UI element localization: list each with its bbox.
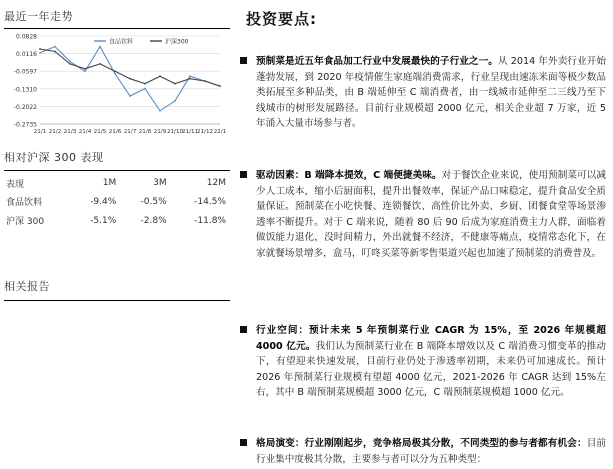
- chart-series: [39, 46, 221, 112]
- paragraph-lead: 驱动因素：B 端降本提效，C 端便捷美味。: [256, 170, 442, 181]
- x-tick-label: 21/8: [138, 129, 152, 135]
- divider: [4, 300, 230, 301]
- y-tick-label: 0.0828: [16, 33, 37, 41]
- x-tick-label: 21/11: [181, 129, 199, 135]
- data-point: [84, 68, 86, 70]
- row-label: 食品饮料: [6, 198, 43, 208]
- data-point: [174, 83, 176, 85]
- related-reports-title: 相关报告: [4, 280, 50, 293]
- trend-chart: [4, 32, 230, 138]
- x-tick-label: 21/4: [78, 129, 92, 135]
- data-point: [69, 60, 71, 62]
- left-sidebar: [0, 0, 232, 469]
- bullet-paragraph: [256, 168, 606, 262]
- table-cell: -9.4%: [90, 196, 117, 207]
- y-tick-label: -0.1310: [13, 86, 37, 94]
- table-cell: -2.8%: [140, 215, 167, 226]
- legend-label: 沪深300: [165, 38, 189, 46]
- bullet-paragraph: [256, 436, 606, 467]
- data-point: [99, 63, 101, 65]
- data-point: [54, 46, 56, 48]
- chart-legend: [94, 37, 189, 45]
- x-tick-label: 21/2: [48, 129, 62, 135]
- series-line: [40, 49, 220, 86]
- data-point: [84, 70, 86, 72]
- data-point: [114, 70, 116, 72]
- header-cell: 表现: [6, 179, 25, 190]
- header-cell: 3M: [153, 178, 167, 188]
- data-point: [159, 110, 161, 112]
- data-point: [189, 75, 191, 77]
- performance-table: [4, 174, 230, 230]
- paragraph-body: 我们认为预制菜行业在 B 端降本增效以及 C 端消费习惯变革的推动下，有望迎来快速发展，目前行业仍处于渗透率初期，未来仍可加速成长。预计 2026 年预制菜行业规模有望超 4000 亿元，2021-2026 年 CAGR 达到 15%左右，其中 B 端预制菜规模超 3000 亿元，C 端预制菜规模超 1000 亿元。: [256, 340, 606, 399]
- chart-grid: [40, 36, 220, 124]
- table-cell: -11.8%: [194, 215, 226, 226]
- x-tick-label: 21/5: [93, 129, 107, 135]
- data-point: [39, 48, 41, 50]
- y-tick-label: 0.0116: [16, 51, 37, 59]
- data-point: [39, 52, 41, 54]
- x-tick-label: 21/10: [166, 129, 184, 135]
- bullet-square-icon: [240, 171, 247, 178]
- paragraph-lead: 行业空间：预计未来 5 年预制菜行业 CAGR 为 15%，至 2026 年规模超 4000 亿元。: [256, 325, 606, 352]
- table-cell: -5.1%: [90, 215, 117, 226]
- data-point: [219, 85, 221, 87]
- relative-performance-title: 相对沪深 300 表现: [4, 151, 104, 164]
- legend-label: 食品饮料: [109, 38, 134, 46]
- row-label: 沪深 300: [6, 217, 45, 227]
- bullet-paragraph: [256, 54, 606, 132]
- main-content: [240, 0, 613, 469]
- table-cell: -0.5%: [140, 196, 167, 207]
- data-point: [129, 95, 131, 97]
- paragraph-lead: 格局演变：行业刚刚起步，竞争格局极其分散，不同类型的参与者都有机会：: [256, 438, 587, 449]
- bullet-square-icon: [240, 439, 247, 446]
- divider: [4, 170, 230, 171]
- data-point: [99, 46, 101, 48]
- bullet-square-icon: [240, 326, 247, 333]
- x-tick-label: 21/7: [123, 129, 137, 135]
- paragraph-body: 对于餐饮企业来说，使用预制菜可以减少人工成本，缩小后厨面积，提升出餐效率，保证产品口味稳定，提升食品安全质量保证。预制菜在小吃快餐、连锁餐饮、高性价比外卖、乡厨、团餐食堂等场景渗透率不断提升。对于 C 端来说，随着 80 后 90 后成为家庭消费主力人群，面临着做饭能力退化，没时间精力，外出就餐不经济，不健康等痛点，疫情常态化下，在家就餐场景增多，盒马，叮咚买菜等新零售渠道兴起也加速了预制菜的消费普及。: [256, 170, 606, 259]
- page-title: 投资要点:: [246, 10, 317, 28]
- y-tick-label: -0.2735: [13, 121, 37, 129]
- data-point: [159, 75, 161, 77]
- table-row: [4, 211, 230, 230]
- data-point: [69, 63, 71, 65]
- paragraph-body: 目前行业集中度极其分散，主要参与者可以分为五种类型：: [256, 438, 607, 465]
- x-tick-label: 22/1: [213, 129, 227, 135]
- trend-title: 最近一年走势: [4, 10, 73, 23]
- table-header-row: [4, 174, 230, 192]
- paragraph-body: 从 2014 年外卖行业开始蓬勃发展，到 2020 年疫情催生家庭端消费需求，行业呈现由速冻米面等极少数品类拓展至多种品类，由 B 端延伸至 C 端消费者，由一线城市延伸至二三线乃至下线城市的树形发展路径。目前行业规模超 2000 亿元，相关企业超 7 万家，近 5 年涌入大量市场参与者。: [256, 56, 606, 130]
- y-tick-label: -0.2022: [13, 103, 37, 111]
- paragraph-lead: 预制菜是近五年食品加工行业中发展最快的子行业之一。: [256, 56, 498, 67]
- y-tick-label: -0.0597: [13, 68, 37, 76]
- table-row: [4, 192, 230, 211]
- data-point: [174, 100, 176, 102]
- x-tick-label: 21/6: [108, 129, 122, 135]
- x-axis-ticks: [34, 129, 227, 135]
- header-cell: 12M: [206, 178, 226, 188]
- bullet-square-icon: [240, 57, 247, 64]
- data-point: [189, 78, 191, 80]
- x-tick-label: 21/1: [33, 129, 47, 135]
- x-tick-label: 21/12: [196, 129, 214, 135]
- data-point: [114, 73, 116, 75]
- header-cell: 1M: [102, 178, 117, 188]
- y-axis-ticks: [14, 34, 37, 129]
- data-point: [204, 80, 206, 82]
- data-point: [129, 78, 131, 80]
- x-tick-label: 21/3: [63, 129, 77, 135]
- data-point: [54, 51, 56, 53]
- x-tick-label: 21/9: [153, 129, 167, 135]
- data-point: [144, 88, 146, 90]
- data-point: [144, 83, 146, 85]
- divider: [4, 28, 230, 29]
- table-cell: -14.5%: [194, 196, 226, 207]
- bullet-paragraph: [256, 323, 606, 401]
